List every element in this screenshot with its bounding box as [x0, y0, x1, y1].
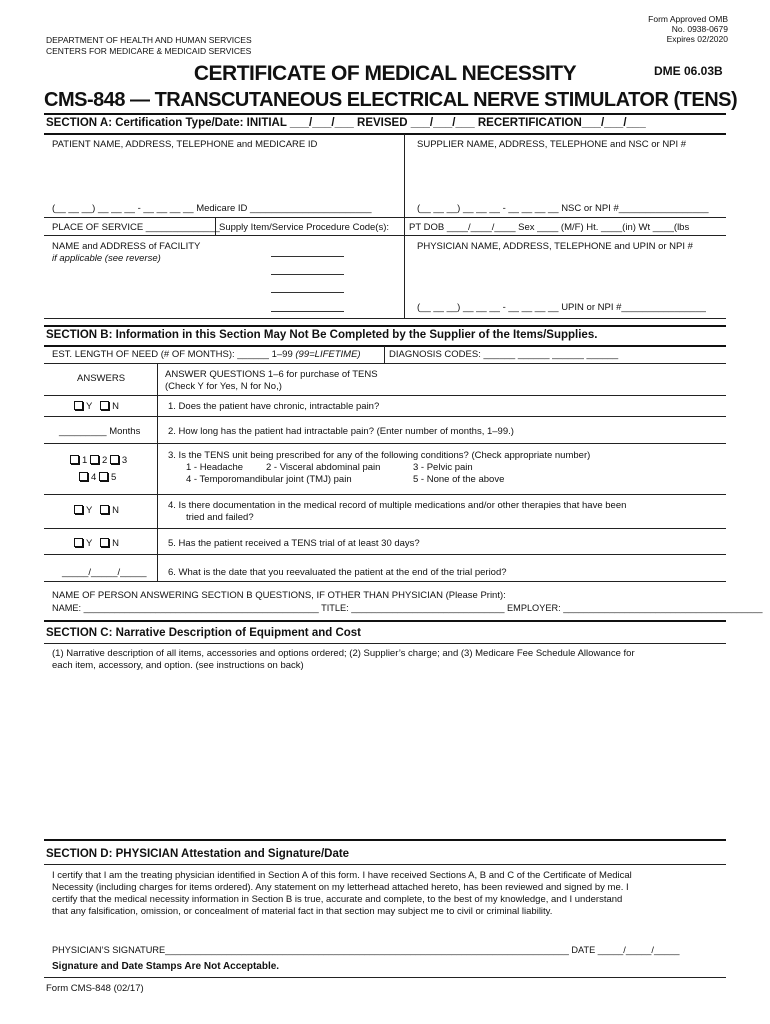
- est-length-of-need[interactable]: [52, 349, 361, 361]
- section-b-rule: [44, 345, 726, 347]
- physician-phone-upin[interactable]: (__ __ __) __ __ __ - __ __ __ __ UPIN or NPI #________________: [417, 302, 706, 313]
- omb-line-1: Form Approved OMB: [648, 14, 728, 24]
- q5-answers[interactable]: [74, 538, 119, 550]
- q4-no: N: [112, 505, 119, 516]
- q5-yes: Y: [86, 538, 93, 549]
- checkbox-icon[interactable]: [110, 455, 119, 464]
- row-rule: [44, 395, 726, 396]
- diagnosis-codes[interactable]: DIAGNOSIS CODES: ______ ______ ______ ______: [389, 349, 619, 360]
- respondent-name-title-employer[interactable]: NAME: ______________________________________________ TITLE: ______________________________ EMPLOYER: _______________________________________: [52, 603, 763, 613]
- lifetime-note: (99=LIFETIME): [295, 349, 361, 360]
- subtitle-rule: [44, 113, 726, 115]
- q3-condition-1: 1 - Headache: [186, 462, 244, 473]
- q3-condition-4: 4 - Temporomandibular joint (TMJ) pain: [186, 474, 352, 485]
- section-c-rule: [44, 643, 726, 644]
- department-block: [46, 35, 252, 57]
- q2-months-field[interactable]: _________ Months: [59, 426, 141, 437]
- q5-no: N: [112, 538, 119, 549]
- checkbox-icon[interactable]: [79, 472, 88, 481]
- omb-line-3: Expires 02/2020: [666, 34, 728, 44]
- row-rule: [44, 554, 726, 555]
- checkbox-icon[interactable]: [74, 401, 83, 410]
- dme-code: DME 06.03B: [654, 64, 723, 78]
- checkbox-icon[interactable]: [90, 455, 99, 464]
- department-name: DEPARTMENT OF HEALTH AND HUMAN SERVICES: [46, 35, 252, 45]
- section-d-rule: [44, 864, 726, 865]
- question-4-cont: tried and failed?: [186, 512, 254, 523]
- checkbox-icon[interactable]: [70, 455, 79, 464]
- signature-stamp-warning: Signature and Date Stamps Are Not Acceptable.: [52, 961, 280, 972]
- q3-option-3: 3: [121, 455, 128, 466]
- agency-name: CENTERS FOR MEDICARE & MEDICAID SERVICES: [46, 46, 252, 56]
- est-length-label: EST. LENGTH OF NEED (# OF MONTHS): ______ 1–99: [52, 349, 296, 360]
- checkbox-icon[interactable]: [100, 401, 109, 410]
- attestation-line-1: I certify that I am the treating physician identified in Section A of this form. I have received Sections A, B and C of the Certificate of Medical: [52, 870, 632, 881]
- q3-options-row-1[interactable]: [70, 455, 127, 467]
- row-rule: [44, 217, 726, 218]
- supplier-label: SUPPLIER NAME, ADDRESS, TELEPHONE and NSC or NPI #: [417, 139, 687, 150]
- question-2: 2. How long has the patient had intractable pain? (Enter number of months, 1–99.): [168, 426, 514, 437]
- patient-phone-medicare-id[interactable]: (__ __ __) __ __ __ - __ __ __ __ Medicare ID _______________________: [52, 203, 372, 214]
- checkbox-icon[interactable]: [74, 505, 83, 514]
- procedure-code-line[interactable]: [271, 256, 344, 257]
- patient-dob-sex-height-weight[interactable]: PT DOB ____/____/____ Sex ____ (M/F) Ht. ____(in) Wt ____(lbs: [409, 222, 690, 233]
- form-title: CERTIFICATE OF MEDICAL NECESSITY: [193, 62, 577, 85]
- question-6: 6. What is the date that you reevaluated the patient at the end of the trial period?: [168, 567, 507, 578]
- q1-no: N: [112, 401, 119, 412]
- supply-item-label: Supply Item/Service Procedure Code(s):: [219, 222, 390, 233]
- section-a-bottom-rule: [44, 318, 726, 319]
- row-rule: [44, 443, 726, 444]
- question-3: 3. Is the TENS unit being prescribed for any of the following conditions? (Check appropriate number): [168, 450, 591, 461]
- checkbox-icon[interactable]: [100, 505, 109, 514]
- q1-yes: Y: [86, 401, 93, 412]
- question-1: 1. Does the patient have chronic, intractable pain?: [168, 401, 380, 412]
- question-5: 5. Has the patient received a TENS trial of at least 30 days?: [168, 538, 420, 549]
- section-a-divider: [404, 134, 405, 318]
- q4-answers[interactable]: [74, 505, 119, 517]
- q3-condition-5: 5 - None of the above: [413, 474, 505, 485]
- question-4: 4. Is there documentation in the medical record of multiple medications and/or other therapies that have been: [168, 500, 627, 511]
- narrative-area[interactable]: [44, 676, 726, 831]
- section-c-instructions-1: (1) Narrative description of all items, accessories and options ordered; (2) Supplier’s charge; and (3) Medicare Fee Schedule Allowance for: [52, 648, 635, 659]
- q1-answers[interactable]: [74, 401, 119, 413]
- patient-label: PATIENT NAME, ADDRESS, TELEPHONE and MEDICARE ID: [52, 139, 318, 150]
- omb-approval: [648, 14, 728, 44]
- q4-yes: Y: [86, 505, 93, 516]
- facility-label: NAME and ADDRESS of FACILITY: [52, 241, 201, 252]
- row-rule: [44, 528, 726, 529]
- attestation-line-4: that any falsification, omission, or concealment of material fact in that section may subject me to civil or criminal liability.: [52, 906, 553, 917]
- section-a-heading: SECTION A: Certification Type/Date: INITIAL ___/___/___ REVISED ___/___/___ RECERTIFICATION___/___/___: [46, 117, 646, 129]
- q3-options-row-2[interactable]: [79, 472, 116, 484]
- section-a-rule: [44, 133, 726, 135]
- row-rule: [44, 235, 726, 236]
- section-c-instructions-2: each item, accessory, and option. (see instructions on back): [52, 660, 304, 671]
- row-rule: [44, 416, 726, 417]
- section-c-top-rule: [44, 620, 726, 622]
- form-number: Form CMS-848 (02/17): [46, 983, 144, 994]
- answers-label: ANSWERS: [77, 373, 126, 384]
- facility-note: if applicable (see reverse): [52, 253, 161, 264]
- q3-condition-3: 3 - Pelvic pain: [413, 462, 473, 473]
- procedure-code-line[interactable]: [271, 274, 344, 275]
- section-b-heading: SECTION B: Information in this Section May Not Be Completed by the Supplier of the Items/Supplies.: [46, 329, 598, 341]
- section-d-bottom-rule: [44, 977, 726, 978]
- place-of-service-field[interactable]: PLACE OF SERVICE ______________: [52, 222, 220, 233]
- physician-label: PHYSICIAN NAME, ADDRESS, TELEPHONE and UPIN or NPI #: [417, 241, 693, 252]
- form-subtitle: CMS-848 — TRANSCUTANEOUS ELECTRICAL NERVE STIMULATOR (TENS): [44, 89, 738, 111]
- q3-option-2: 2: [101, 455, 108, 466]
- q6-date-field[interactable]: _____/_____/_____: [62, 567, 147, 578]
- procedure-code-line[interactable]: [271, 311, 344, 312]
- attestation-line-3: certify that the medical necessity information in Section B is true, accurate and complete, to the best of my knowledge, and I understand: [52, 894, 623, 905]
- section-b-top-rule: [44, 325, 726, 327]
- section-c-heading: SECTION C: Narrative Description of Equipment and Cost: [46, 627, 362, 639]
- checkbox-icon[interactable]: [100, 538, 109, 547]
- physician-signature-date[interactable]: PHYSICIAN’S SIGNATURE_______________________________________________________________________________ DATE _____/_____/_____: [52, 945, 680, 955]
- instructions-line-1: ANSWER QUESTIONS 1–6 for purchase of TENS: [165, 369, 378, 380]
- procedure-code-line[interactable]: [271, 292, 344, 293]
- supplier-phone-nsc[interactable]: (__ __ __) __ __ __ - __ __ __ __ NSC or NPI #_________________: [417, 203, 709, 214]
- section-d-heading: SECTION D: PHYSICIAN Attestation and Signature/Date: [46, 848, 350, 860]
- q3-option-4: 4: [91, 472, 97, 483]
- section-b-respondent-label: NAME OF PERSON ANSWERING SECTION B QUESTIONS, IF OTHER THAN PHYSICIAN (Please Print):: [52, 590, 506, 601]
- row-rule: [44, 581, 726, 582]
- checkbox-icon[interactable]: [99, 472, 108, 481]
- instructions-line-2: (Check Y for Yes, N for No,): [165, 381, 282, 392]
- q3-option-5: 5: [110, 472, 117, 483]
- row-rule: [44, 363, 726, 364]
- q3-condition-2: 2 - Visceral abdominal pain: [266, 462, 381, 473]
- diagnosis-divider: [384, 346, 385, 363]
- attestation-line-2: Necessity (including charges for items ordered). Any statement on my letterhead attached hereto, has been reviewed and signed by me. I: [52, 882, 629, 893]
- omb-line-2: No. 0938-0679: [671, 24, 728, 34]
- checkbox-icon[interactable]: [74, 538, 83, 547]
- section-d-top-rule: [44, 839, 726, 841]
- q3-option-1: 1: [82, 455, 88, 466]
- answers-divider: [157, 364, 158, 581]
- row-rule: [44, 494, 726, 495]
